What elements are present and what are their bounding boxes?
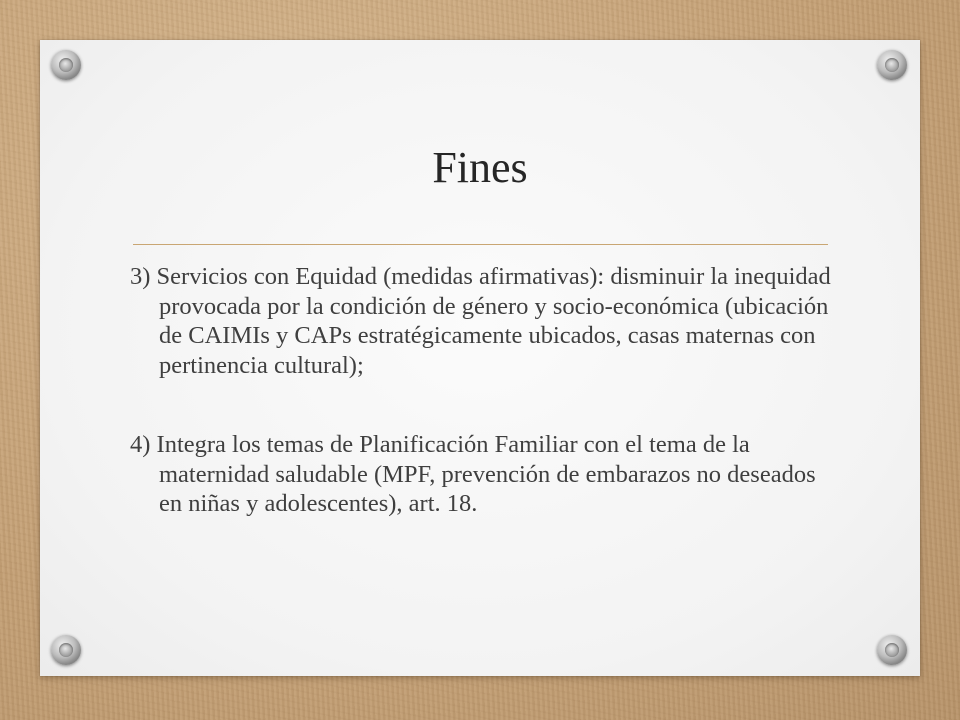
pushpin-icon — [877, 50, 907, 80]
slide-title: Fines — [432, 143, 528, 192]
slide-body — [130, 262, 840, 519]
title-divider — [133, 244, 828, 245]
pushpin-icon — [51, 635, 81, 665]
list-item-4: 4) Integra los temas de Planificación Familiar con el tema de la maternidad saludable (MPF, prevención de embarazos no deseados en niñas y adolescentes), art. 18. — [130, 431, 816, 517]
list-item-3: 3) Servicios con Equidad (medidas afirmativas): disminuir la inequidad provocada por la condición de género y socio-económica (ubicación de CAIMIs y CAPs estratégicamente ubicados, casas maternas con pertinencia cultural); — [130, 263, 831, 379]
pushpin-icon — [877, 635, 907, 665]
pushpin-icon — [51, 50, 81, 80]
